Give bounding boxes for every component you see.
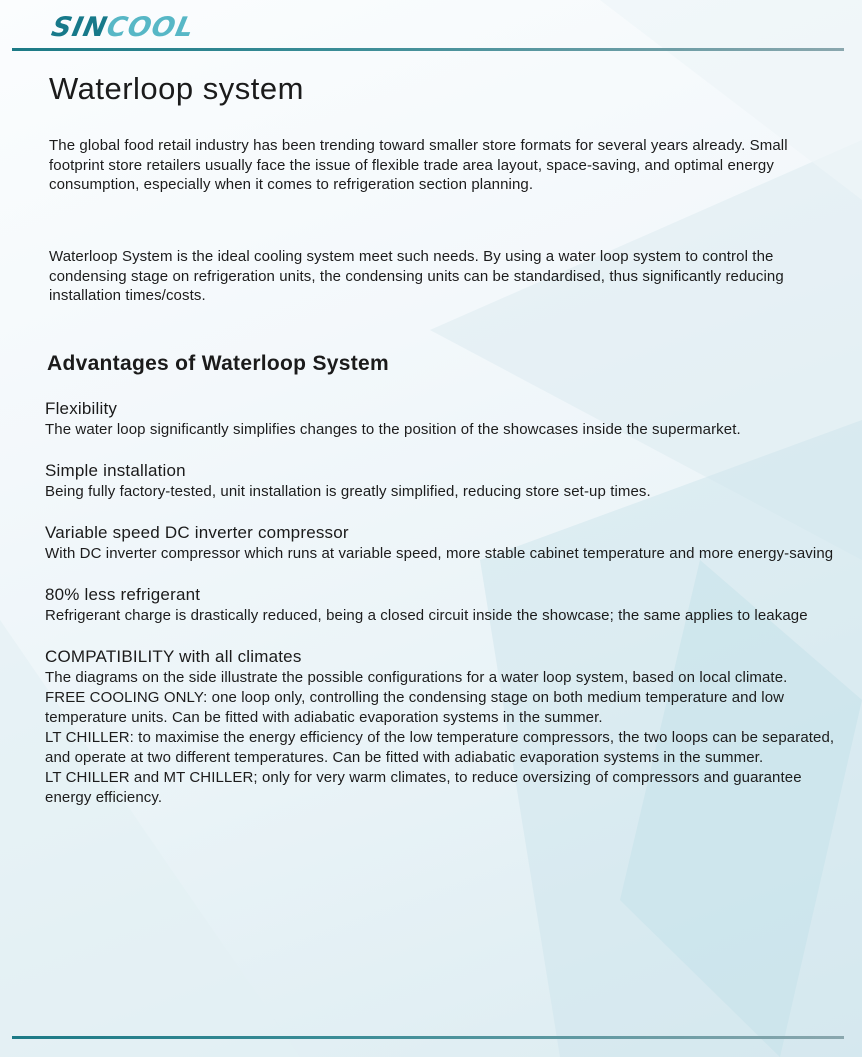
section-less-refrigerant xyxy=(45,584,835,626)
logo-part-cool: COOL xyxy=(103,12,198,43)
section-heading: COMPATIBILITY with all climates xyxy=(45,647,302,666)
section-text: The diagrams on the side illustrate the possible configurations for a water loop system, based on local climate. xyxy=(45,669,788,686)
section-compatibility xyxy=(45,646,835,808)
intro-paragraph-2: Waterloop System is the ideal cooling system meet such needs. By using a water loop system to control the condensing stage on refrigeration units, the condensing units can be standardised, thus significantly reducing installation times/costs. xyxy=(49,248,784,304)
section-text: The water loop significantly simplifies changes to the position of the showcases inside the supermarket. xyxy=(45,421,741,438)
section-text-lt-mt-chiller: LT CHILLER and MT CHILLER; only for very warm climates, to reduce oversizing of compressors and guarantee energy efficiency. xyxy=(45,769,802,806)
section-simple-installation xyxy=(45,460,835,502)
section-heading: 80% less refrigerant xyxy=(45,585,201,604)
advantages-list xyxy=(45,398,835,828)
page-title: Waterloop system xyxy=(49,71,304,106)
section-text: Refrigerant charge is drastically reduced, being a closed circuit inside the showcase; the same applies to leakage xyxy=(45,607,808,624)
section-text-free-cooling: FREE COOLING ONLY: one loop only, controlling the condensing stage on both medium temperature and low temperature units. Can be fitted with adiabatic evaporation systems in the summer. xyxy=(45,689,785,726)
section-text-lt-chiller: LT CHILLER: to maximise the energy efficiency of the low temperature compressors, the two loops can be separated, and operate at two different temperatures. Can be fitted with adiabatic evaporation systems in the summer. xyxy=(45,729,835,766)
logo-part-sin: SIN xyxy=(48,12,111,43)
sincool-logo xyxy=(49,13,197,43)
advantages-heading: Advantages of Waterloop System xyxy=(47,352,389,375)
section-heading: Simple installation xyxy=(45,461,186,480)
section-heading: Flexibility xyxy=(45,399,118,418)
section-text: Being fully factory-tested, unit installation is greatly simplified, reducing store set-up times. xyxy=(45,483,651,500)
section-text: With DC inverter compressor which runs at variable speed, more stable cabinet temperature and more energy-saving xyxy=(45,545,834,562)
section-dc-inverter xyxy=(45,522,835,564)
footer-divider xyxy=(12,1036,844,1039)
intro-paragraph-1: The global food retail industry has been trending toward smaller store formats for several years already. Small footprint store retailers usually face the issue of flexible trade area layout, space-saving, and optimal energy consumption, especially when it comes to refrigeration section planning. xyxy=(49,137,788,193)
section-flexibility xyxy=(45,398,835,440)
section-heading: Variable speed DC inverter compressor xyxy=(45,523,349,542)
header-divider xyxy=(12,48,844,51)
